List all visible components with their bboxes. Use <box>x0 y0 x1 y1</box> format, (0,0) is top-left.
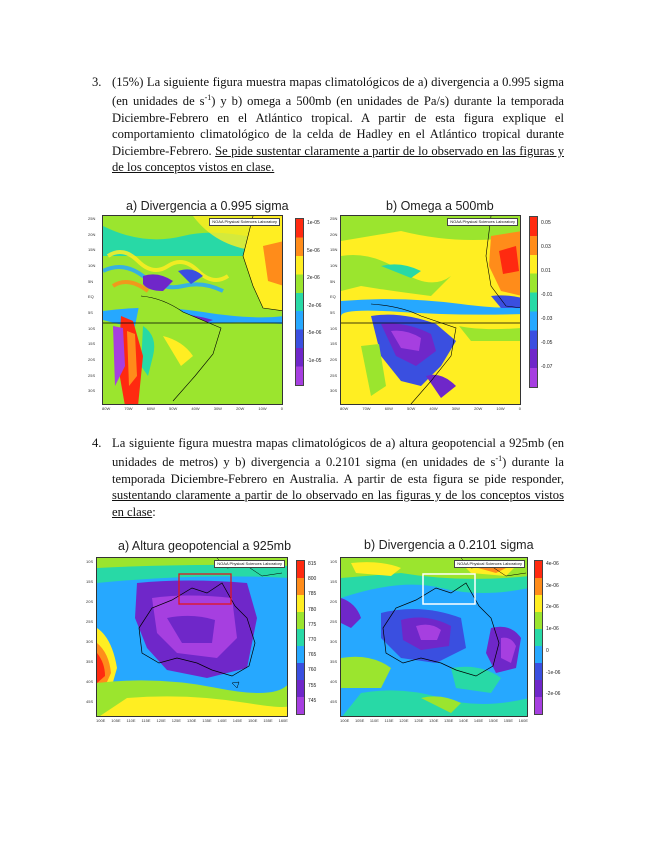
x-tick-label: 10W <box>258 406 267 411</box>
y-tick-label: 35S <box>86 659 94 664</box>
colorbar-label: -0.01 <box>541 292 553 298</box>
x-tick-label: 50W <box>169 406 178 411</box>
x-tick-label: 160E <box>518 718 528 723</box>
question-text-part1: La siguiente figura muestra mapas climatológicos de a) divergencia a 0.995 sigma (en unidades de s <box>112 75 564 109</box>
colorbar <box>295 218 304 386</box>
x-tick-labels <box>102 406 283 411</box>
x-tick-label: 110E <box>369 718 379 723</box>
colorbar <box>529 216 538 388</box>
colorbar <box>534 560 543 715</box>
x-tick-label: 160E <box>278 718 288 723</box>
y-tick-label: 10S <box>330 559 338 564</box>
credit-label: NOAA Physical Sciences Laboratory <box>454 560 525 568</box>
y-tick-label: 15S <box>86 579 94 584</box>
colorbar-label: 1e-05 <box>307 220 320 226</box>
x-tick-label: 0 <box>518 406 521 411</box>
x-tick-label: 145E <box>473 718 484 723</box>
y-tick-label: 30S <box>88 388 96 394</box>
y-tick-label: 15S <box>88 341 96 347</box>
x-tick-label: 20W <box>474 406 483 411</box>
x-tick-label: 140E <box>217 718 227 723</box>
map-panel <box>340 557 528 717</box>
y-tick-label: 30S <box>330 388 338 394</box>
x-tick-label: 10W <box>496 406 505 411</box>
colorbar-label: 760 <box>308 667 317 674</box>
x-tick-label: 115E <box>141 718 151 723</box>
colorbar-label: -0.05 <box>541 340 553 346</box>
colorbar-label: 800 <box>308 576 317 583</box>
x-tick-label: 155E <box>263 718 273 723</box>
credit-label: NOAA Physical Sciences Laboratory <box>209 218 280 226</box>
x-tick-label: 105E <box>111 718 121 723</box>
question-underlined-text: Se pide sustentar claramente a partir de lo observado en las figuras y de los conceptos vistos en clase. <box>112 143 564 175</box>
y-tick-label: 20N <box>88 231 96 237</box>
y-tick-label: 20S <box>88 357 96 362</box>
colorbar-label: 785 <box>308 591 317 598</box>
y-tick-label: EQ <box>88 294 94 300</box>
x-tick-label: 135E <box>443 718 454 723</box>
y-tick-label: 15S <box>330 341 338 347</box>
x-tick-label: 110E <box>126 718 136 723</box>
x-tick-label: 125E <box>171 718 182 723</box>
colorbar-label: 745 <box>308 697 317 704</box>
colorbar-labels <box>308 561 324 713</box>
question-text-part2: ) durante la temporada Diciembre-Febrero en Australia. A partir de esta figura se pide responder, <box>112 455 564 486</box>
colorbar-label: 770 <box>308 637 317 643</box>
x-tick-label: 135E <box>202 718 212 723</box>
y-tick-label: 25S <box>330 372 338 378</box>
y-tick-label: 25S <box>330 619 338 624</box>
x-tick-label: 130E <box>429 718 439 723</box>
colorbar-label: 4e-06 <box>546 561 559 567</box>
y-tick-label: 40S <box>86 679 94 684</box>
x-tick-label: 60W <box>384 406 393 411</box>
x-tick-label: 145E <box>232 718 243 723</box>
x-tick-label: 150E <box>488 718 499 723</box>
y-tick-label: EQ <box>330 294 336 300</box>
figure-divergencia-02101 <box>330 536 566 726</box>
question-number: 3. <box>92 75 102 89</box>
colorbar-label: 815 <box>308 561 317 567</box>
y-tick-label: 20S <box>330 599 338 604</box>
colorbar-labels <box>541 220 563 388</box>
x-tick-label: 60W <box>146 406 155 411</box>
question-underlined-text: sustentando claramente a partir de lo observado en las figuras y de los conceptos vistos en clase <box>112 488 564 519</box>
x-tick-label: 120E <box>399 718 409 723</box>
figure-omega-500mb <box>330 198 560 416</box>
y-tick-labels <box>330 559 340 719</box>
x-tick-label: 70W <box>124 406 133 411</box>
x-tick-label: 140E <box>458 718 469 723</box>
y-tick-label: 25N <box>330 216 338 221</box>
y-tick-labels <box>330 216 340 404</box>
x-tick-label: 100E <box>96 718 106 723</box>
y-tick-label: 25S <box>88 372 96 378</box>
colorbar-label: 3e-06 <box>546 582 559 589</box>
y-tick-label: 10N <box>330 263 338 268</box>
y-tick-label: 20S <box>86 599 94 604</box>
colorbar <box>296 560 305 715</box>
x-tick-label: 125E <box>414 718 424 723</box>
y-tick-label: 45S <box>86 699 94 704</box>
x-tick-label: 155E <box>503 718 514 723</box>
colorbar-label: -2e-06 <box>546 691 561 698</box>
y-tick-label: 35S <box>330 659 338 664</box>
map-panel <box>340 215 521 405</box>
x-tick-label: 30W <box>213 406 222 411</box>
y-tick-label: 10N <box>88 263 96 268</box>
figure-title: b) Omega a 500mb <box>386 199 494 213</box>
colorbar-label: 755 <box>308 682 317 689</box>
question-text-part2: ) y b) omega a 500mb (en unidades de Pa/s) durante la temporada Diciembre-Febrero en el Atlántico tropical. A partir de esta figura explique el comportamiento climatológico de la celda de Hadley en el Atlántico tropical durante Diciembre-Febrero. <box>112 94 564 158</box>
colorbar-label: -0.07 <box>541 364 553 370</box>
superscript: -1 <box>495 454 503 464</box>
colorbar-label: 5e-06 <box>307 247 320 254</box>
superscript: -1 <box>204 93 212 103</box>
x-tick-label: 30W <box>451 406 460 411</box>
x-tick-label: 130E <box>187 718 197 723</box>
x-tick-label: 115E <box>384 718 394 723</box>
y-tick-label: 45S <box>330 699 338 704</box>
map-panel <box>96 557 288 717</box>
y-tick-label: 15N <box>88 247 96 253</box>
y-tick-label: 30S <box>330 639 338 644</box>
colorbar-label: -1e-06 <box>546 669 561 676</box>
colorbar-labels <box>546 561 566 713</box>
y-tick-label: 40S <box>330 679 338 684</box>
y-tick-label: 20S <box>330 357 338 362</box>
y-tick-label: 25N <box>88 216 96 221</box>
y-tick-label: 20N <box>330 231 338 237</box>
x-tick-label: 20W <box>236 406 245 411</box>
question-text-part1: La siguiente figura muestra mapas climatológicos de a) altura geopotencial a 925mb (en unidades de metros) y b) divergencia a 0.2101 sigma (en unidades de s <box>112 436 564 470</box>
y-tick-labels <box>86 559 96 719</box>
y-tick-label: 15N <box>330 247 338 253</box>
x-tick-label: 40W <box>429 406 438 411</box>
colorbar-label: 765 <box>308 652 317 659</box>
x-tick-label: 50W <box>407 406 416 411</box>
x-tick-labels <box>340 406 521 411</box>
colorbar-label: -0.03 <box>541 316 553 322</box>
y-tick-label: 10S <box>330 325 338 331</box>
question-text-part3: : <box>152 504 156 519</box>
x-tick-labels <box>96 718 288 723</box>
colorbar-label: 2e-06 <box>546 604 559 611</box>
y-tick-label: 5S <box>88 310 93 315</box>
figure-altura-geopotencial-925mb <box>86 536 324 726</box>
y-tick-label: 5S <box>330 310 335 315</box>
y-tick-label: 5N <box>330 278 336 284</box>
x-tick-label: 150E <box>248 718 258 723</box>
x-tick-label: 80W <box>340 406 349 411</box>
x-tick-label: 120E <box>156 718 166 723</box>
colorbar-label: 775 <box>308 621 317 628</box>
figure-divergencia-0995 <box>88 198 328 416</box>
colorbar-label: 780 <box>308 606 317 613</box>
x-tick-label: 0 <box>280 406 283 411</box>
figure-title: a) Altura geopotencial a 925mb <box>118 539 292 553</box>
credit-label: NOAA Physical Sciences Laboratory <box>447 218 518 226</box>
question-percent: (15%) <box>112 75 144 89</box>
x-tick-label: 40W <box>191 406 200 411</box>
y-tick-label: 5N <box>88 278 94 284</box>
question-number: 4. <box>92 436 102 450</box>
colorbar-label: -5e-06 <box>307 330 322 336</box>
y-tick-label: 30S <box>86 639 94 644</box>
map-panel <box>102 215 283 405</box>
colorbar-label: -1e-05 <box>307 357 322 364</box>
colorbar-label: 1e-06 <box>546 626 559 633</box>
x-tick-label: 70W <box>362 406 371 411</box>
y-tick-label: 10S <box>88 325 96 331</box>
colorbar-label: 0 <box>546 647 549 654</box>
y-tick-label: 15S <box>330 579 338 584</box>
colorbar-label: 0.03 <box>541 244 551 250</box>
figure-title: b) Divergencia a 0.2101 sigma <box>364 538 534 552</box>
colorbar-label: 2e-06 <box>307 275 320 281</box>
x-tick-label: 80W <box>102 406 111 411</box>
colorbar-label: 0.01 <box>541 268 551 274</box>
x-tick-labels <box>340 718 528 723</box>
figure-title: a) Divergencia a 0.995 sigma <box>126 199 289 213</box>
x-tick-label: 100E <box>340 718 350 723</box>
y-tick-label: 10S <box>86 559 94 564</box>
question-3 <box>92 74 564 176</box>
colorbar-label: -2e-06 <box>307 302 322 309</box>
colorbar-label: 0.05 <box>541 220 551 226</box>
y-tick-labels <box>88 216 102 404</box>
question-4 <box>92 435 564 520</box>
credit-label: NOAA Physical Sciences Laboratory <box>214 560 285 568</box>
y-tick-label: 25S <box>86 619 94 624</box>
x-tick-label: 105E <box>354 718 365 723</box>
